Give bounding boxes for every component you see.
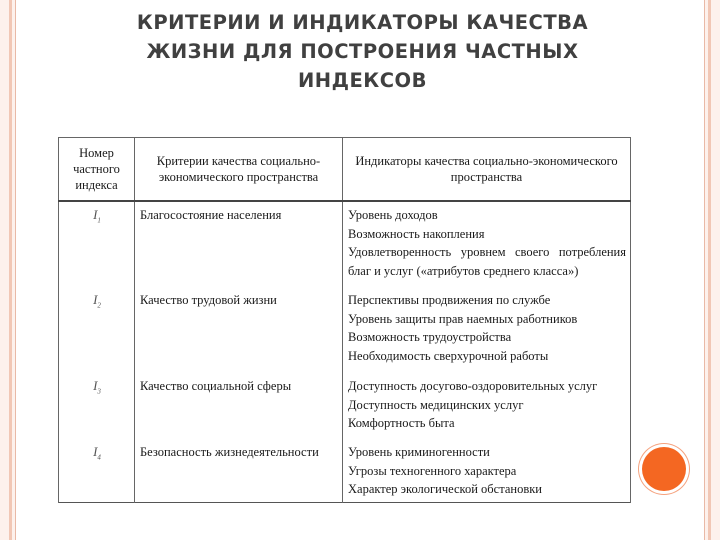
title-line-2: ЖИЗНИ ДЛЯ ПОСТРОЕНИЯ ЧАСТНЫХ — [146, 40, 579, 63]
index-cell — [59, 201, 135, 287]
indicator-item: Доступность медицинских услуг — [348, 397, 524, 412]
indicator-item: Необходимость сверхурочной работы — [348, 348, 549, 363]
indicator-item: Уровень криминогенности — [348, 445, 490, 459]
index-symbol: $I_3$ — [93, 378, 101, 396]
indicator-item: благ и услуг («атрибутов среднего класса») — [348, 263, 579, 278]
indicators-cell — [343, 373, 631, 439]
header-indicators: Индикаторы качества социально-экономического пространства — [343, 138, 631, 202]
table-row — [59, 439, 631, 503]
indicator-item: Перспективы продвижения по службе — [348, 293, 551, 307]
index-cell — [59, 373, 135, 439]
index-symbol: $I_2$ — [93, 292, 101, 310]
slide-frame-left — [0, 0, 16, 540]
criterion-cell: Качество социальной сферы — [135, 373, 343, 439]
indicator-item: Возможность трудоустройства — [348, 330, 512, 344]
index-symbol: $I_1$ — [93, 207, 101, 225]
table-row — [59, 287, 631, 373]
criteria-table — [58, 137, 631, 503]
header-criteria: Критерии качества социально-экономического пространства — [135, 138, 343, 202]
indicator-item: Удовлетворенность уровнем своего потребления — [348, 245, 626, 259]
index-symbol: $I_4$ — [93, 444, 101, 462]
indicators-cell — [343, 287, 631, 373]
slide-title — [40, 8, 685, 95]
indicator-item: Уровень доходов — [348, 208, 438, 222]
indicator-item: Возможность накопления — [348, 226, 485, 241]
indicator-item: Уровень защиты прав наемных работников — [348, 311, 578, 326]
criterion-cell: Качество трудовой жизни — [135, 287, 343, 373]
criterion-cell: Безопасность жизнедеятельности — [135, 439, 343, 503]
table-row — [59, 201, 631, 287]
indicators-cell — [343, 439, 631, 503]
indicators-cell — [343, 201, 631, 287]
decorative-circle-icon — [642, 447, 686, 491]
index-cell — [59, 287, 135, 373]
header-index-number: Номер частного индекса — [59, 138, 135, 202]
table-row — [59, 373, 631, 439]
indicator-item: Характер экологической обстановки — [348, 482, 542, 496]
slide-frame-right — [704, 0, 720, 540]
title-line-3: ИНДЕКСОВ — [297, 69, 428, 92]
title-line-1: КРИТЕРИИ И ИНДИКАТОРЫ КАЧЕСТВА — [136, 11, 589, 34]
indicator-item: Угрозы техногенного характера — [348, 463, 517, 478]
indicator-item: Комфортность быта — [348, 416, 455, 430]
table-header-row — [59, 138, 631, 202]
indicator-item: Доступность досугово-оздоровительных услуг — [348, 379, 598, 393]
index-cell — [59, 439, 135, 503]
criterion-cell: Благосостояние населения — [135, 201, 343, 287]
